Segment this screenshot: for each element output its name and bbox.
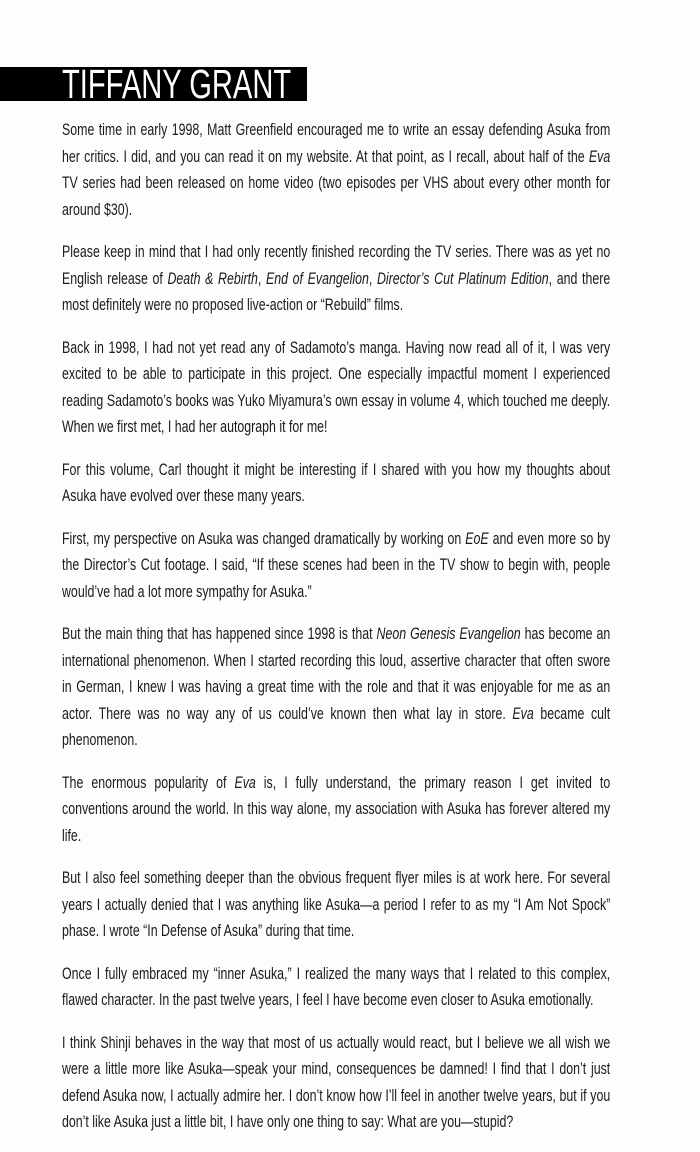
paragraph bbox=[62, 770, 610, 850]
paragraph bbox=[62, 457, 610, 510]
text-run: Back in 1998, I had not yet read any of Sadamoto’s manga. Having now read all of it, I was very excited to be able to participate in this project. One especially impactful moment I experienced reading Sadamoto’s books was Yuko Miyamura’s own essay in volume 4, which touched me deeply. When we first met, I had her autograph it for me! bbox=[62, 338, 611, 436]
italic-title: End of Evangelion bbox=[266, 269, 369, 288]
italic-title: Death & Rebirth bbox=[167, 269, 258, 288]
text-run: Please keep in mind that I had only recently finished recording the TV series. There was as yet no English release of bbox=[62, 243, 611, 288]
text-run: TV series had been released on home video (two episodes per VHS about every other month for around $30). bbox=[62, 174, 611, 219]
italic-title: EoE bbox=[465, 529, 489, 548]
text-run: But I also feel something deeper than the obvious frequent flyer miles is at work here. For several years I actually denied that I was anything like Asuka—a period I refer to as my “I Am Not Spock” phase. I wrote “In Defense of Asuka” during that time. bbox=[62, 869, 611, 940]
text-run: is, I fully understand, the primary reason I get invited to conventions around the world. In this way alone, my association with Asuka has forever altered my life. bbox=[62, 773, 611, 845]
paragraph bbox=[62, 621, 610, 754]
italic-title: Director’s Cut Platinum Edition bbox=[376, 269, 549, 288]
essay-body bbox=[62, 117, 610, 1152]
page-title: TIFFANY GRANT bbox=[62, 67, 292, 101]
text-run: and even more so by the Director’s Cut footage. I said, “If these scenes had been in the TV show to begin with, people would’ve had a lot more sympathy for Asuka.” bbox=[62, 529, 611, 601]
text-run: , bbox=[257, 269, 267, 288]
text-run: , bbox=[368, 269, 377, 288]
text-run: The enormous popularity of bbox=[62, 773, 235, 792]
paragraph bbox=[62, 961, 610, 1014]
paragraph bbox=[62, 1030, 610, 1136]
paragraph bbox=[62, 865, 610, 945]
italic-title: Eva bbox=[234, 773, 256, 792]
text-run: First, my perspective on Asuka was changed dramatically by working on bbox=[62, 529, 466, 548]
paragraph bbox=[62, 239, 610, 319]
title-bar bbox=[0, 67, 307, 101]
paragraph bbox=[62, 335, 610, 441]
text-run: Once I fully embraced my “inner Asuka,” I realized the many ways that I related to this complex, flawed character. In the past twelve years, I feel I have become even closer to Asuka emotionally. bbox=[62, 964, 611, 1009]
text-run: became cult phenomenon. bbox=[62, 704, 611, 749]
text-run: For this volume, Carl thought it might be interesting if I shared with you how my thoughts about Asuka have evolved over these many years. bbox=[62, 460, 611, 505]
italic-title: Eva bbox=[588, 147, 611, 166]
text-run: Some time in early 1998, Matt Greenfield encouraged me to write an essay defending Asuka from her critics. I did, and you can read it on my website. At that point, as I recall, about half of the bbox=[62, 121, 611, 166]
paragraph bbox=[62, 117, 610, 223]
text-run: I think Shinji behaves in the way that most of us actually would react, but I believe we all wish we were a little more like Asuka—speak your mind, consequences be damned! I find that I don’t just defend Asuka now, I actually admire her. I don’t know how I’ll feel in another twelve years, but if you don’t like Asuka just a little bit, I have only one thing to say: What are you—stupid? bbox=[62, 1033, 611, 1131]
italic-title: Eva bbox=[512, 704, 534, 723]
paragraph bbox=[62, 526, 610, 606]
text-run: , and there most definitely were no proposed live-action or “Rebuild” films. bbox=[62, 269, 611, 314]
italic-title: Neon Genesis Evangelion bbox=[376, 625, 521, 643]
text-run: But the main thing that has happened since 1998 is that bbox=[62, 625, 377, 643]
text-run: has become an international phenomenon. When I started recording this loud, assertive character that often swore in German, I knew I was having a great time with the role and that it was enjoyable for me as an actor. There was no way any of us could’ve known then what lay in store. bbox=[62, 625, 611, 723]
